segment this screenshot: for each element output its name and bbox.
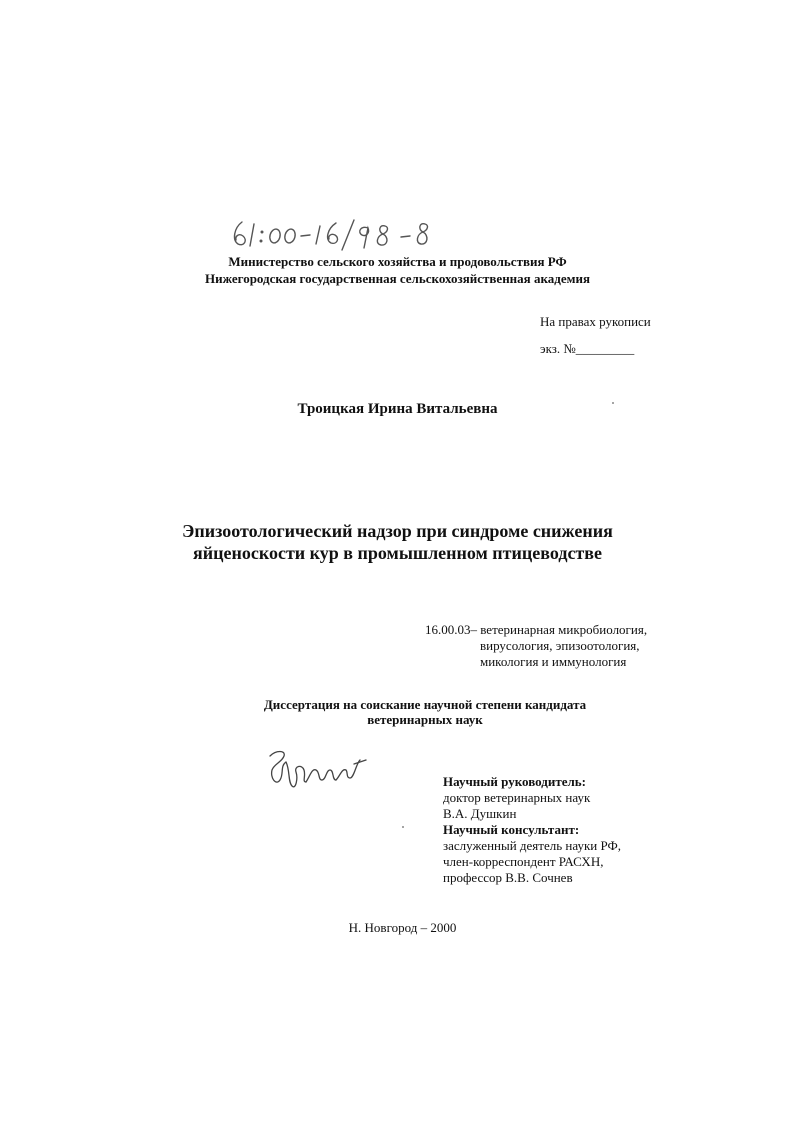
degree-line-1: Диссертация на соискание научной степени кандидата bbox=[263, 697, 587, 712]
consultant-title-3: профессор В.В. Сочнев bbox=[443, 870, 573, 885]
copy-number-field: экз. №_________ bbox=[540, 341, 635, 356]
specialty-line-1: 16.00.03– ветеринарная микробиология, bbox=[425, 622, 648, 637]
academy-name: Нижегородская государственная сельскохозяйственная академия bbox=[205, 271, 590, 286]
advisors-block bbox=[443, 774, 621, 886]
consultant-title-1: заслуженный деятель науки РФ, bbox=[443, 838, 622, 853]
ministry-name: Министерство сельского хозяйства и продовольствия РФ bbox=[228, 254, 567, 269]
specialty-line-3: микология и иммунология bbox=[480, 654, 627, 669]
author-name: Троицкая Ирина Витальевна bbox=[297, 401, 498, 417]
specialty-block bbox=[425, 622, 647, 670]
supervisor-name: В.А. Душкин bbox=[443, 806, 517, 821]
title-line-1: Эпизоотологический надзор при синдроме снижения bbox=[182, 521, 613, 541]
manuscript-rights-label: На правах рукописи bbox=[540, 314, 651, 329]
specialty-line-2: вирусология, эпизоотология, bbox=[480, 638, 640, 653]
title-line-2: яйценоскости кур в промышленном птицеводстве bbox=[193, 543, 602, 563]
dissertation-title bbox=[0, 520, 795, 564]
handwritten-signature bbox=[262, 742, 372, 797]
supervisor-label: Научный руководитель: bbox=[443, 774, 586, 789]
handwritten-registration-number bbox=[228, 214, 468, 254]
supervisor-degree: доктор ветеринарных наук bbox=[443, 790, 591, 805]
dissertation-degree bbox=[0, 697, 795, 727]
city-year: Н. Новгород – 2000 bbox=[348, 920, 457, 935]
scan-speck bbox=[402, 826, 404, 828]
consultant-title-2: член-корреспондент РАСХН, bbox=[443, 854, 604, 869]
degree-line-2: ветеринарных наук bbox=[367, 712, 483, 727]
consultant-label: Научный консультант: bbox=[443, 822, 580, 837]
